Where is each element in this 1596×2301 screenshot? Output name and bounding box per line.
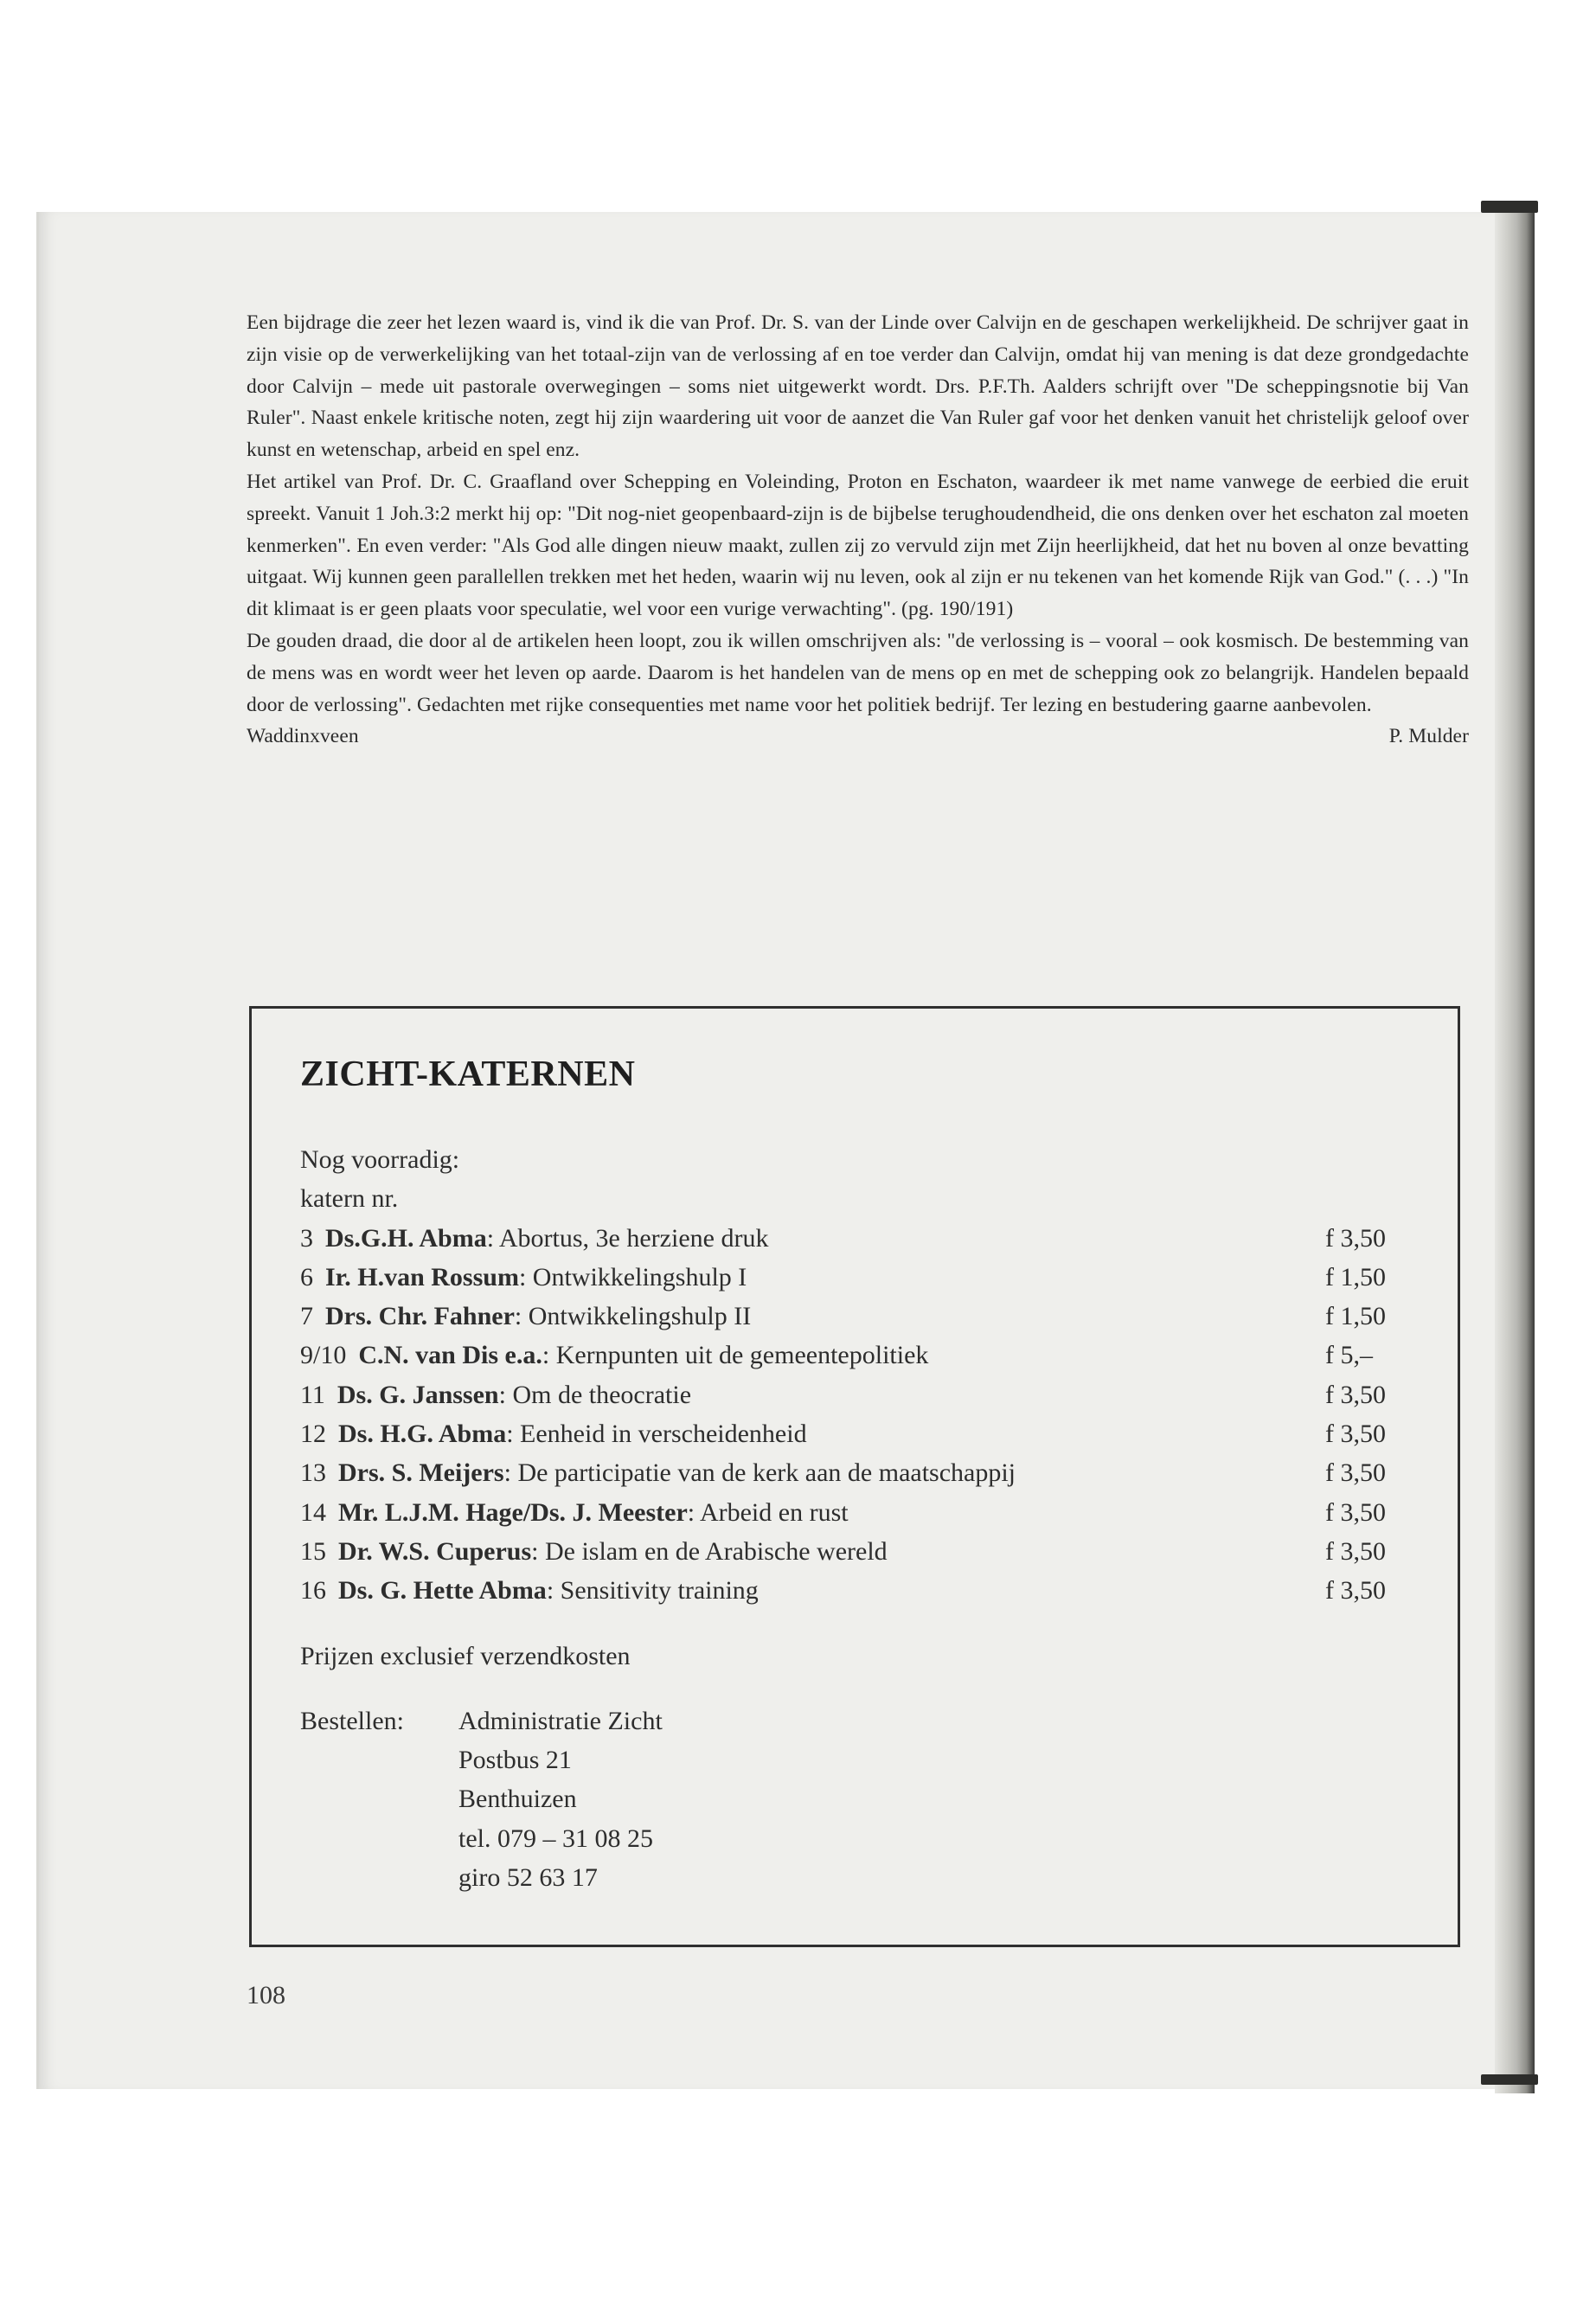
katern-price: f 1,50 xyxy=(1325,1262,1386,1292)
katern-item xyxy=(300,1453,1412,1492)
page-number: 108 xyxy=(247,1981,285,2009)
order-line: Postbus 21 xyxy=(458,1746,572,1775)
order-line: giro 52 63 17 xyxy=(458,1863,598,1893)
katern-author: Ir. H.van Rossum xyxy=(325,1262,519,1292)
katern-author: Mr. L.J.M. Hage/Ds. J. Meester xyxy=(338,1497,688,1527)
katern-author: Ds. H.G. Abma xyxy=(338,1420,507,1449)
review-paragraph-1: Een bijdrage die zeer het lezen waard is, vind ik die van Prof. Dr. S. van der Linde over Calvijn en de geschapen werkelijkheid. De schrijver gaat in zijn visie op de verwerkelijking van het totaal-zijn van de verlossing af en toe verder dan Calvijn, omdat hij van mening is dat deze grondgedachte door Calvijn – mede uit pastorale overwegingen – soms niet uitgewerkt wordt. Drs. P.F.Th. Aalders schrijft over "De scheppingsnotie bij Van Ruler". Naast enkele kritische noten, zegt hij zijn waardering uit voor de aanzet die Van Ruler gaf voor het denken vanuit het christelijk geloof over kunst en wetenschap, arbeid en spel enz. xyxy=(247,311,1469,462)
katern-price: f 3,50 xyxy=(1325,1458,1386,1488)
katern-title: : De participatie van de kerk aan de maatschappij xyxy=(503,1458,1016,1488)
order-line: Administratie Zicht xyxy=(458,1706,663,1735)
box-title: ZICHT-KATERNEN xyxy=(300,1054,636,1094)
order-line: Benthuizen xyxy=(458,1785,577,1814)
katern-item xyxy=(300,1493,1412,1532)
katern-title: : Abortus, 3e herziene druk xyxy=(486,1223,769,1253)
katern-number: 6 xyxy=(300,1262,313,1292)
spine-band-top xyxy=(1481,201,1538,213)
katern-number: 3 xyxy=(300,1223,313,1253)
review-text xyxy=(247,307,1469,753)
book-spine xyxy=(1495,208,1535,2093)
katern-price: f 3,50 xyxy=(1325,1420,1386,1449)
katern-number: 7 xyxy=(300,1302,313,1331)
katern-price: f 3,50 xyxy=(1325,1497,1386,1527)
katern-item xyxy=(300,1375,1412,1414)
order-label: Bestellen: xyxy=(300,1706,404,1735)
order-line: tel. 079 – 31 08 25 xyxy=(458,1823,653,1853)
order-info xyxy=(300,1702,1412,1897)
katern-price: f 3,50 xyxy=(1325,1380,1386,1409)
order-address xyxy=(458,1702,663,1897)
katern-title: : Arbeid en rust xyxy=(687,1497,849,1527)
review-signoff xyxy=(247,721,1469,753)
katern-author: C.N. van Dis e.a. xyxy=(358,1341,542,1370)
katern-title: : Eenheid in verscheidenheid xyxy=(506,1420,807,1449)
review-author: P. Mulder xyxy=(1388,725,1469,748)
box-intro-number: katern nr. xyxy=(300,1184,399,1214)
katern-number: 14 xyxy=(300,1497,326,1527)
review-paragraph-3: De gouden draad, die door al de artikelen heen loopt, zou ik willen omschrijven als: "de verlossing is – vooral – ook kosmisch. De bestemming van de mens was en wordt weer het leven op aarde. Daarom is het handelen van de mens op en met de schepping ook zo belangrijk. Handelen bepaald door de verlossing". Gedachten met rijke consequenties met name voor het politiek bedrijf. Ter lezing en bestudering gaarne aanbevolen. xyxy=(247,629,1469,716)
katern-price: f 1,50 xyxy=(1325,1302,1386,1331)
spine-band-bottom xyxy=(1481,2074,1538,2085)
katernen-box xyxy=(249,1006,1460,1947)
katern-price: f 5,– xyxy=(1325,1341,1373,1370)
katern-number: 15 xyxy=(300,1536,326,1566)
review-paragraph-2: Het artikel van Prof. Dr. C. Graafland over Schepping en Voleinding, Proton en Eschaton, waardeer ik met name vanwege de eerbied die eruit spreekt. Vanuit 1 Joh.3:2 merkt hij op: "Dit nog-niet geopenbaard-zijn is de bijbelse terughoudendheid, die ons denken over het eschaton zal moeten kenmerken". En even verder: "Als God alle dingen nieuw maakt, zullen zij zo vervuld zijn met Zijn heerlijkheid, dat het nu boven al onze bevatting uitgaat. Wij kunnen geen parallellen trekken met het heden, waarin wij nu leven, ook al zijn er nu tekenen van het komende Rijk van God." (. . .) "In dit klimaat is er geen plaats voor speculatie, wel voor een vurige verwachting". (pg. 190/191) xyxy=(247,470,1469,621)
katern-title: : De islam en de Arabische wereld xyxy=(531,1536,888,1566)
review-place: Waddinxveen xyxy=(247,725,359,748)
katern-price: f 3,50 xyxy=(1325,1576,1386,1606)
katern-author: Drs. S. Meijers xyxy=(338,1458,504,1488)
katern-title: : Kernpunten uit de gemeentepolitiek xyxy=(542,1341,929,1370)
katern-price: f 3,50 xyxy=(1325,1536,1386,1566)
katern-author: Ds. G. Hette Abma xyxy=(338,1576,547,1606)
katern-author: Dr. W.S. Cuperus xyxy=(338,1536,532,1566)
katern-number: 9/10 xyxy=(300,1341,347,1370)
katern-number: 16 xyxy=(300,1576,326,1606)
katern-item xyxy=(300,1571,1412,1610)
katern-item xyxy=(300,1532,1412,1571)
katern-title: : Om de theocratie xyxy=(498,1380,692,1409)
katern-item xyxy=(300,1297,1412,1336)
katern-author: Ds. G. Janssen xyxy=(337,1380,499,1409)
katern-title: : Ontwikkelingshulp I xyxy=(518,1262,747,1292)
katern-title: : Sensitivity training xyxy=(546,1576,759,1606)
katern-price: f 3,50 xyxy=(1325,1223,1386,1253)
katern-number: 12 xyxy=(300,1420,326,1449)
katern-author: Ds.G.H. Abma xyxy=(325,1223,487,1253)
price-note: Prijzen exclusief verzendkosten xyxy=(300,1641,631,1670)
katern-author: Drs. Chr. Fahner xyxy=(325,1302,515,1331)
katern-item xyxy=(300,1258,1412,1297)
katern-item xyxy=(300,1414,1412,1453)
katern-title: : Ontwikkelingshulp II xyxy=(514,1302,752,1331)
katern-number: 11 xyxy=(300,1380,325,1409)
box-intro-stock: Nog voorradig: xyxy=(300,1145,460,1174)
katern-item xyxy=(300,1336,1412,1375)
katern-number: 13 xyxy=(300,1458,326,1488)
katern-item xyxy=(300,1219,1412,1258)
box-body xyxy=(300,1140,1412,1897)
